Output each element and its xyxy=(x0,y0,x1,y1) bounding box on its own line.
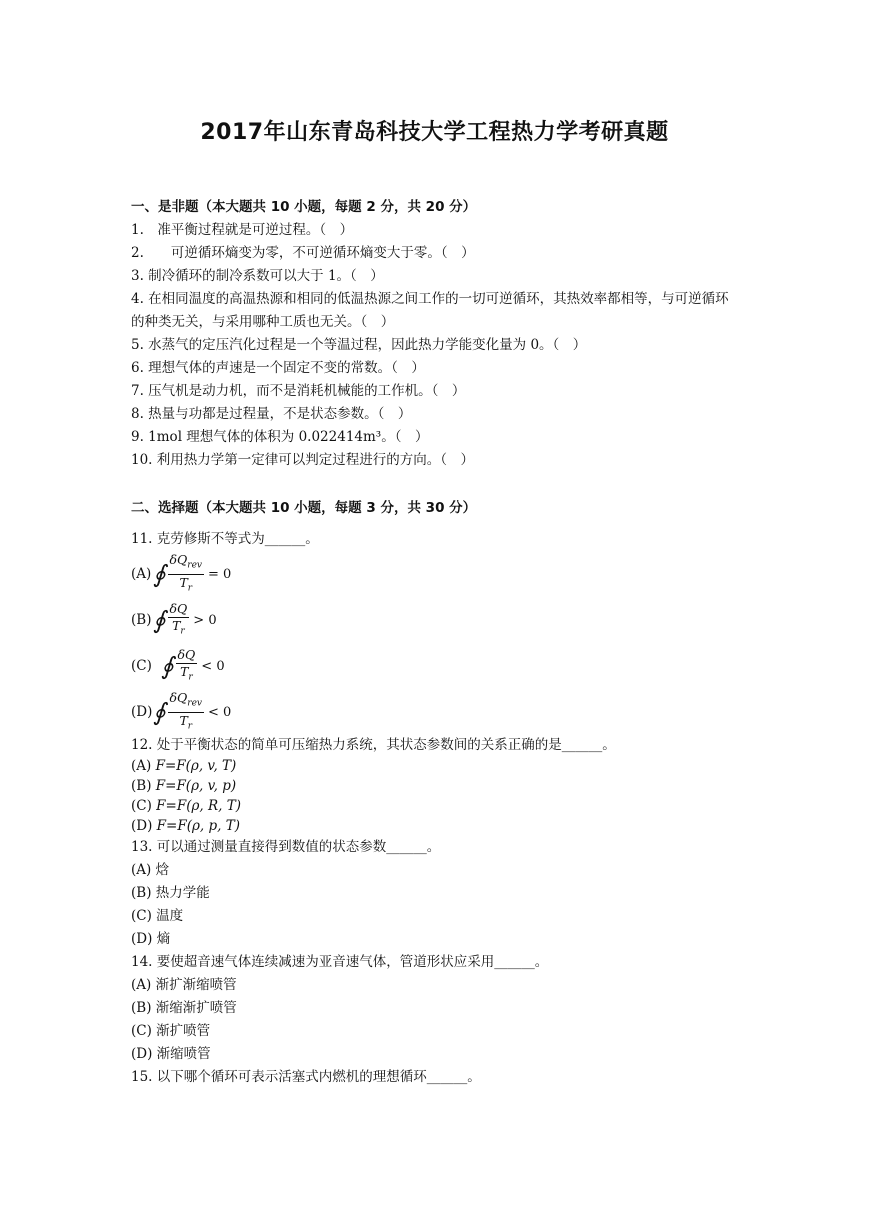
fraction xyxy=(168,690,205,734)
tf-question-9: 9. 1mol 理想气体的体积为 0.022414m³。（ ） xyxy=(131,429,429,445)
tf-question-8: 8. 热量与功都是过程量，不是状态参数。（ ） xyxy=(131,406,412,422)
fraction xyxy=(176,647,198,686)
option-text: 渐扩喷管 xyxy=(156,1023,211,1039)
option-text: 热力学能 xyxy=(155,885,210,901)
numerator: δQ xyxy=(169,690,188,705)
q14-option-c xyxy=(131,1020,741,1043)
relation: = 0 xyxy=(208,566,232,582)
section-gap xyxy=(131,472,741,497)
tf-question-6: 6. 理想气体的声速是一个固定不变的常数。（ ） xyxy=(131,360,425,376)
q13-option-b xyxy=(131,882,741,905)
option-label: (A) xyxy=(131,862,152,878)
denominator-sub: r xyxy=(187,721,193,731)
numerator-sub: rev xyxy=(187,698,203,709)
q12-option-b xyxy=(131,776,741,796)
q11-option-d xyxy=(131,689,741,735)
question-15-stem: 15. 以下哪个循环可表示活塞式内燃机的理想循环______。 xyxy=(131,1069,481,1085)
option-label: (D) xyxy=(131,704,153,720)
q14-option-a xyxy=(131,974,741,997)
contour-integral-icon: ∮ xyxy=(153,698,166,726)
option-text: F=F(ρ, p, T) xyxy=(156,818,240,834)
option-text: 渐缩渐扩喷管 xyxy=(155,1000,237,1016)
tf-question-2: 2. 可逆循环熵变为零，不可逆循环熵变大于零。（ ） xyxy=(131,245,475,261)
q11-option-b xyxy=(131,597,741,643)
q13-option-d xyxy=(131,928,741,951)
option-label: (D) xyxy=(131,1046,153,1062)
denominator-sub: r xyxy=(180,626,185,637)
page-title: 2017年山东青岛科技大学工程热力学考研真题 xyxy=(200,120,669,145)
option-text: 温度 xyxy=(156,908,184,924)
option-label: (B) xyxy=(131,885,152,901)
tf-question-10: 10. 利用热力学第一定律可以判定过程进行的方向。（ ） xyxy=(131,452,475,468)
tf-question-5: 5. 水蒸气的定压汽化过程是一个等温过程，因此热力学能变化量为 0。（ ） xyxy=(131,337,587,353)
contour-integral-icon: ∮ xyxy=(161,652,174,680)
relation: < 0 xyxy=(208,704,232,720)
denominator: T xyxy=(179,712,188,728)
question-13-stem: 13. 可以通过测量直接得到数值的状态参数______。 xyxy=(131,839,441,855)
denominator: T xyxy=(172,617,181,633)
question-12-stem: 12. 处于平衡状态的简单可压缩热力系统，其状态参数间的关系正确的是______。 xyxy=(131,737,616,753)
q13-option-c xyxy=(131,905,741,928)
tf-question-7: 7. 压气机是动力机，而不是消耗机械能的工作机。（ ） xyxy=(131,383,466,399)
option-label: (B) xyxy=(131,612,152,628)
exam-content xyxy=(131,196,741,1089)
section-2-heading: 二、选择题（本大题共 10 小题，每题 3 分，共 30 分） xyxy=(131,500,477,516)
tf-question-1: 1. 准平衡过程就是可逆过程。（ ） xyxy=(131,222,354,238)
fraction xyxy=(168,601,190,640)
q12-option-a xyxy=(131,756,741,776)
q11-option-a xyxy=(131,551,741,597)
option-label: (B) xyxy=(131,1000,152,1016)
option-text: F=F(ρ, v, T) xyxy=(155,758,237,774)
fraction xyxy=(168,552,205,596)
option-label: (C) xyxy=(131,908,152,924)
section-gap xyxy=(131,520,741,528)
option-text: 渐缩喷管 xyxy=(156,1046,211,1062)
option-label: (D) xyxy=(131,818,153,834)
relation: > 0 xyxy=(193,612,217,628)
numerator: δQ xyxy=(169,600,188,616)
denominator: T xyxy=(179,574,188,590)
option-label: (A) xyxy=(131,758,152,774)
contour-integral-icon: ∮ xyxy=(153,560,166,588)
option-text: 焓 xyxy=(155,862,170,878)
q12-option-c xyxy=(131,796,741,816)
option-label: (A) xyxy=(131,566,152,582)
option-label: (C) xyxy=(131,798,152,814)
section-1-heading: 一、是非题（本大题共 10 小题，每题 2 分，共 20 分） xyxy=(131,199,477,215)
option-label: (C) xyxy=(131,658,152,674)
q14-option-d xyxy=(131,1043,741,1066)
option-label: (A) xyxy=(131,977,152,993)
numerator-sub: rev xyxy=(187,560,203,571)
denominator-sub: r xyxy=(187,583,193,593)
option-label: (C) xyxy=(131,1023,152,1039)
question-14-stem: 14. 要使超音速气体连续减速为亚音速气体，管道形状应采用______。 xyxy=(131,954,549,970)
tf-question-3: 3. 制冷循环的制冷系数可以大于 1。（ ） xyxy=(131,268,384,284)
denominator: T xyxy=(180,663,189,679)
option-label: (B) xyxy=(131,778,152,794)
numerator: δQ xyxy=(177,646,196,662)
relation: < 0 xyxy=(201,658,225,674)
numerator: δQ xyxy=(169,552,188,567)
option-label: (D) xyxy=(131,931,153,947)
option-text: 渐扩渐缩喷管 xyxy=(155,977,237,993)
q11-option-c xyxy=(131,643,741,689)
contour-integral-icon: ∮ xyxy=(153,606,166,634)
q14-option-b xyxy=(131,997,741,1020)
question-11-stem: 11. 克劳修斯不等式为______。 xyxy=(131,531,319,547)
q13-option-a xyxy=(131,859,741,882)
option-text: F=F(ρ, R, T) xyxy=(156,798,242,814)
option-text: F=F(ρ, v, p) xyxy=(155,778,237,794)
tf-question-4: 4. 在相同温度的高温热源和相同的低温热源之间工作的一切可逆循环，其热效率都相等，与可逆循环的种类无关，与采用哪种工质也无关。（ ） xyxy=(131,291,729,330)
option-text: 熵 xyxy=(156,931,171,947)
denominator-sub: r xyxy=(188,672,193,683)
q12-option-d xyxy=(131,816,741,836)
